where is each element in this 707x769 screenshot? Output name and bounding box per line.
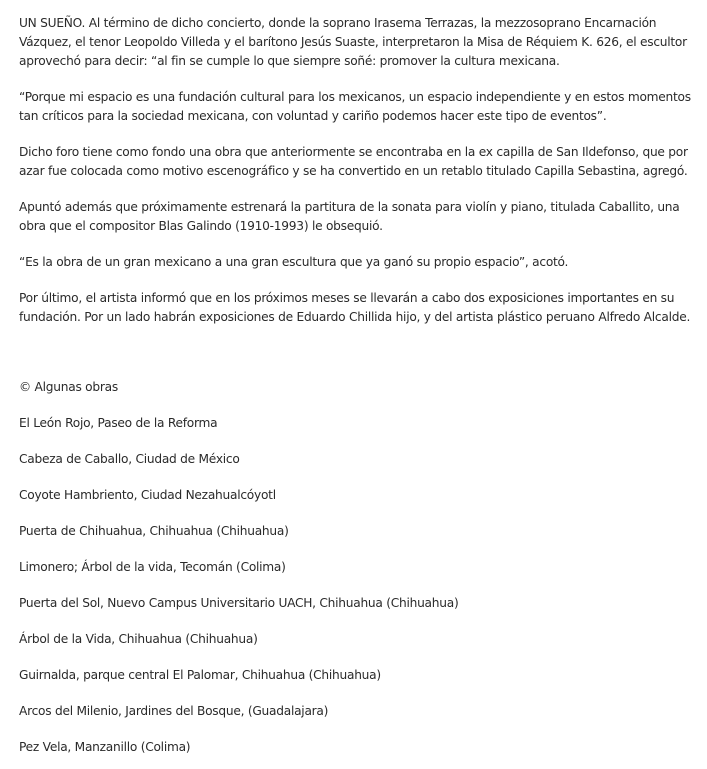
list-item: El León Rojo, Paseo de la Reforma	[19, 416, 218, 430]
article-paragraph: Dicho foro tiene como fondo una obra que anteriormente se encontraba en la ex capilla de San Ildefonso, que por azar fue colocada como motivo escenográfico y se ha convertido en un retablo titulado Capilla Sebastina, agregó.	[19, 145, 688, 178]
works-list	[19, 378, 691, 757]
works-heading: © Algunas obras	[19, 380, 118, 394]
list-item: Arcos del Milenio, Jardines del Bosque, (Guadalajara)	[19, 704, 329, 718]
list-item: Coyote Hambriento, Ciudad Nezahualcóyotl	[19, 488, 276, 502]
list-item: Puerta del Sol, Nuevo Campus Universitario UACH, Chihuahua (Chihuahua)	[19, 596, 459, 610]
list-item: Puerta de Chihuahua, Chihuahua (Chihuahua)	[19, 524, 289, 538]
article-paragraph: Por último, el artista informó que en los próximos meses se llevarán a cabo dos exposiciones importantes en su fundación. Por un lado habrán exposiciones de Eduardo Chillida hijo, y del artista plástico peruano Alfredo Alcalde.	[19, 291, 691, 324]
section-spacer	[19, 344, 691, 378]
list-item: Árbol de la Vida, Chihuahua (Chihuahua)	[19, 632, 258, 646]
article-paragraph: “Es la obra de un gran mexicano a una gran escultura que ya ganó su propio espacio”, acotó.	[19, 255, 569, 269]
list-item: Guirnalda, parque central El Palomar, Chihuahua (Chihuahua)	[19, 668, 381, 682]
article-body	[19, 14, 691, 327]
list-item: Limonero; Árbol de la vida, Tecomán (Colima)	[19, 560, 286, 574]
article-paragraph: Apuntó además que próximamente estrenará la partitura de la sonata para violín y piano, titulada Caballito, una obra que el compositor Blas Galindo (1910-1993) le obsequió.	[19, 200, 680, 233]
list-item: Cabeza de Caballo, Ciudad de México	[19, 452, 240, 466]
article-paragraph: UN SUEÑO. Al término de dicho concierto, donde la soprano Irasema Terrazas, la mezzosoprano Encarnación Vázquez, el tenor Leopoldo Villeda y el barítono Jesús Suaste, interpretaron la Misa de Réquiem K. 626, el escultor aprovechó para decir: “al fin se cumple lo que siempre soñé: promover la cultura mexicana.	[19, 16, 687, 68]
list-item: Pez Vela, Manzanillo (Colima)	[19, 740, 191, 754]
article-paragraph: “Porque mi espacio es una fundación cultural para los mexicanos, un espacio independiente y en estos momentos tan críticos para la sociedad mexicana, con voluntad y cariño podemos hacer este tipo de eventos”.	[19, 90, 691, 123]
